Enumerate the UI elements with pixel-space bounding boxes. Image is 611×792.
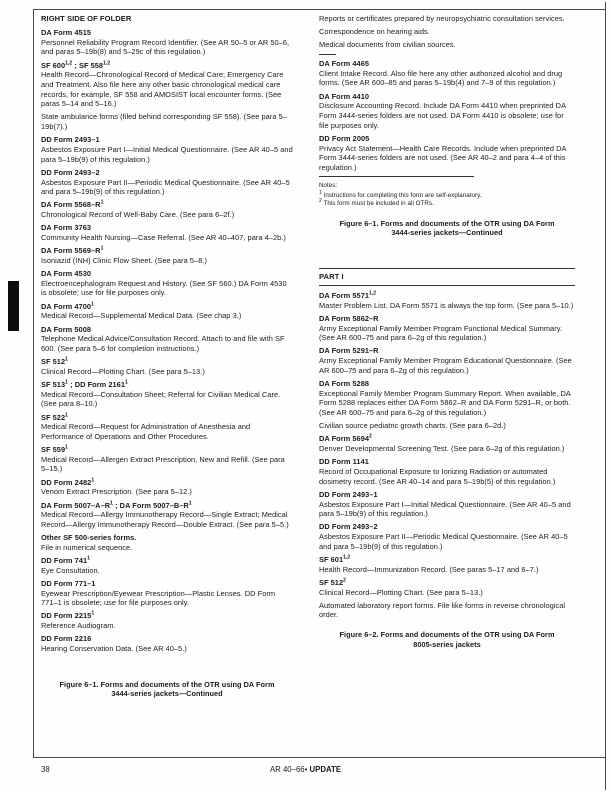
form-entry (41, 200, 293, 219)
form-entry-title: DA Form 5862–R (319, 313, 379, 323)
form-entry-title: DA Form 4700$^1$ (41, 301, 94, 311)
form-entry (41, 579, 293, 608)
form-entry (319, 434, 575, 453)
form-entry (41, 478, 293, 497)
form-entry-title: SF 601$^{1,2}$ (319, 554, 351, 564)
form-entry-title: DA Form $5569-R^1$ (41, 245, 104, 256)
part-1-header: PART I (319, 272, 344, 282)
form-entry (319, 134, 575, 173)
notes-block (319, 182, 575, 209)
form-entry (319, 421, 575, 431)
note-item: $^2$ This form must be included in all OTRs. (319, 198, 434, 208)
form-entry (319, 555, 575, 574)
form-entry (319, 314, 575, 343)
form-entry-title: DD Form 2493–1 (319, 489, 378, 499)
form-entry (41, 357, 293, 376)
form-entry-title: DD Form 1141 (319, 457, 369, 467)
form-entry-body: Disclosure Accounting Record. Include DA Form 4410 when preprinted DA Form 3444-series folders are not used. DA Form 4410 is obsolete; use for file purposes only. (319, 101, 566, 130)
form-entry-body: Telephone Medical Advice/Consultation Record. Attach to and file with SF 600. (See para 5–6 for completion instructions.) (41, 334, 285, 353)
note-item: $^1$ Instructions for completing this form are self-explanatory. (319, 189, 482, 199)
form-entry-title: DD Form 2005 (319, 133, 370, 143)
notes-label: Notes: (319, 182, 338, 190)
form-entry (41, 61, 293, 109)
form-entry-body: Clinical Record—Plotting Chart. (See para 5–13.) (41, 366, 205, 376)
form-entry-body: Venom Extract Prescription. (See para 5–12.) (41, 487, 192, 497)
page-border-left (33, 9, 34, 758)
form-entry-body: Privacy Act Statement—Health Care Records. Include when preprinted DA Form 3444-series folders are not used. (See AR 40–2 and para 4–4 of this regulation.) (319, 143, 567, 172)
form-entry (319, 522, 575, 551)
form-entry-title: DD Form 2482$^1$ (41, 477, 95, 487)
form-entry-body: Medical Record—Allergen Extract Prescription, New and Refill. (See para 5–15.) (41, 454, 285, 474)
form-entry (41, 325, 293, 354)
form-entry (41, 413, 293, 442)
form-entry-title: DD Form 771–1 (41, 578, 96, 588)
figure-6-1-caption-left: Figure 6–1. Forms and documents of the OTR using DA Form 3444-series jackets—Continued (59, 679, 275, 699)
form-entry-title: SF $512^1$ (41, 356, 68, 367)
form-entry-body: Hearing Conservation Data. (See AR 40–5.) (41, 643, 187, 653)
form-entry (41, 302, 293, 321)
form-entry (41, 533, 293, 552)
form-entry (319, 490, 575, 519)
form-entry (41, 269, 293, 298)
right-column (319, 14, 575, 649)
part-1-rule-bottom (319, 285, 575, 286)
form-entry-title: DD Form 2493–1 (41, 135, 100, 145)
form-entry-body: Exceptional Family Member Program Summary Report. When available, DA Form 5288 replaces either DA Form 5862–R and DA Form 5291–R, or both. (See AR 600–75 and para 6–2g of this regulation.) (319, 388, 571, 418)
part-1-section (319, 268, 575, 620)
form-entry-body: Army Exceptional Family Member Program Functional Medical Summary. (See AR 600–75 and para 6–2g of this regulation.) (319, 323, 563, 343)
form-entry-body: File in numerical sequence. (41, 542, 133, 552)
form-entry-title: DD Form 2493–2 (41, 167, 100, 177)
form-entry (319, 40, 575, 50)
form-entry-title: DA Form 5008 (41, 324, 92, 334)
form-entry-title: DD Form $741^1$ (41, 555, 90, 565)
form-entry-title: DA Form 4530 (41, 269, 92, 279)
right-column-top-entries (319, 14, 575, 177)
form-entry-body: Health Record—Immunization Record. (See paras 5–17 and 6–7.) (319, 564, 539, 574)
left-column-entries (41, 28, 293, 654)
page-footer (0, 765, 611, 779)
figure-6-2-caption: Figure 6–2. Forms and documents of the OTR using DA Form 8005-series jackets (339, 630, 555, 649)
form-entry-body: Master Problem List. DA Form 5571 is always the top form. (See para 5–10.) (319, 300, 574, 310)
form-entry (41, 112, 293, 131)
form-entry-body: Denver Developmental Screening Test. (See para 6–2g of this regulation.) (319, 444, 565, 454)
part-1-entries (319, 291, 575, 620)
form-entry-title: SF $513^1$ ; DD Form 2161$^1$ (41, 379, 128, 389)
form-entry (41, 28, 293, 57)
form-entry-title: DA Form 5288 (319, 378, 370, 388)
form-entry (41, 168, 293, 197)
form-entry (41, 246, 293, 265)
form-entry-title: DD Form 2216 (41, 634, 92, 644)
form-entry (41, 445, 293, 474)
form-entry-title: DA Form 5571$^{1,2}$ (319, 290, 377, 300)
form-entry-body: Asbestos Exposure Part I—Initial Medical Questionnaire. (See AR 40–5 and para 5–19b(9) of this regulation.) (41, 145, 293, 164)
footer-publication-bold: UPDATE (307, 765, 342, 774)
left-column-header: RIGHT SIDE OF FOLDER (41, 14, 132, 23)
form-entry-body: Automated laboratory report forms. File like forms in reverse chronological order. (319, 600, 566, 620)
form-entry-body: Medical Record—Consultation Sheet; Referral for Civilian Medical Care. (See para 8–10.) (41, 389, 281, 409)
form-entry-title: DA Form $5007-A-R^1$ ; DA Form $5007-B-R^1$ (41, 500, 192, 510)
form-entry-body: Correspondence on hearing aids. (319, 27, 430, 37)
form-entry (319, 578, 575, 597)
page-border-right (605, 2, 606, 790)
form-entry (319, 27, 575, 37)
form-entry-title: DD Form 2493–2 (319, 522, 378, 532)
form-entry-title: DA Form 4515 (41, 27, 92, 37)
form-entry-body: Reference Audiogram. (41, 621, 116, 631)
form-entry-title: SF 600$^{1,2}$ ; SF 558$^{1,2}$ (41, 60, 111, 70)
form-entry (41, 556, 293, 575)
form-entry-body: Asbestos Exposure Part II—Periodic Medical Questionnaire. (See AR 40–5 and para 5–19b(9) of this regulation.) (319, 532, 568, 551)
rule-dash (319, 54, 336, 55)
form-entry-title: DD Form 2215$^1$ (41, 610, 95, 621)
form-entry-title: DA Form 3763 (41, 223, 92, 233)
change-bar (8, 281, 19, 331)
form-entry-body: Isoniazid (INH) Clinic Flow Sheet. (See para 5–8.) (41, 255, 207, 265)
page-border-bottom (33, 757, 606, 758)
form-entry-body: Reports or certificates prepared by neuropsychiatric consultation services. (319, 14, 565, 23)
form-entry-title: SF $522^1$ (41, 412, 68, 422)
form-entry-body: Army Exceptional Family Member Program Educational Questionnaire. (See AR 600–75 and para 6–2g of this regulation.) (319, 356, 572, 375)
form-entry (319, 601, 575, 620)
form-entry-body: Clinical Record—Plotting Chart. (See para 5–13.) (319, 587, 483, 597)
form-entry (41, 223, 293, 242)
form-entry-body: State ambulance forms (filed behind corresponding SF 558). (See para 5–19b(7).) (41, 112, 287, 132)
form-entry (41, 634, 293, 653)
form-entry (41, 380, 293, 409)
form-entry (41, 501, 293, 530)
form-entry-body: Chronological Record of Well-Baby Care. (See para 6–2f.) (41, 210, 235, 220)
form-entry-title: SF $559^1$ (41, 444, 68, 455)
form-entry-body: Civilian source pediatric growth charts. (See para 6–2d.) (319, 421, 506, 431)
form-entry-body: Eye Consultation. (41, 565, 100, 575)
form-entry (319, 457, 575, 486)
notes-items (319, 189, 575, 209)
form-entry (319, 346, 575, 375)
form-entry (319, 14, 575, 24)
form-entry-title: DA Form 4465 (319, 59, 370, 69)
form-entry-body: Client Intake Record. Also file here any other authorized alcohol and drug forms. (See AR 600–85 and paras 5–19b(4) and 7–9 of this regulation.) (319, 68, 563, 88)
form-entry-body: Record of Occupational Exposure to Ionizing Radiation or automated dosimetry record. (See AR 40–14 and para 5–19b(5) of this regulation.) (319, 466, 556, 486)
footer-publication-regular: AR 40–66• (269, 765, 308, 774)
form-entry-title: Other SF 500-series forms. (41, 533, 137, 543)
left-column (41, 14, 293, 699)
form-entry-title: SF $512^2$ (319, 577, 346, 587)
footer-publication-id (0, 765, 611, 774)
form-entry (319, 59, 575, 88)
form-entry-body: Asbestos Exposure Part II—Periodic Medical Questionnaire. (See AR 40–5 and para 5–19b(9) of this regulation.) (41, 177, 290, 197)
form-entry-body: Medical documents from civilian sources. (319, 40, 456, 50)
form-entry (319, 291, 575, 310)
page-border-top (33, 9, 606, 10)
figure-6-1-caption-right: Figure 6–1. Forms and documents of the OTR using DA Form 3444-series jackets—Continued (339, 218, 555, 238)
form-entry (319, 92, 575, 131)
footer-page-number: 38 (41, 765, 50, 774)
form-entry (319, 379, 575, 418)
form-entry-title: DA Form 5291–R (319, 346, 379, 356)
form-entry (41, 135, 293, 164)
form-entry-body: Medical Record—Request for Administration of Anesthesia and Performance of Operations and Other Procedures. (41, 422, 251, 441)
form-entry-body: Community Health Nursing—Case Referral. (See AR 40–407, para 4–2b.) (41, 233, 286, 242)
form-entry-body: Electroencephalogram Request and History. (See SF 560.) DA Form 4530 is obsolete; use for file purposes only. (41, 278, 287, 298)
form-entry-body: Medical Record—Supplemental Medical Data. (See chap 3.) (41, 311, 242, 321)
form-entry-title: DA Form 5694$^2$ (319, 433, 372, 444)
form-entry (41, 611, 293, 630)
form-entry-body: Asbestos Exposure Part I—Initial Medical Questionnaire. (See AR 40–5 and para 5–19b(9) of this regulation.) (319, 499, 571, 519)
form-entry-title: DA Form 4410 (319, 91, 370, 101)
form-entry-body: Health Record—Chronological Record of Medical Care; Emergency Care and Treatment. Also file here any other basic chronological medical care records, for example, SF 558 and AMOSIST local encounter forms. (See paras 5–14 and 5–16.) (41, 70, 284, 109)
rule-underline (319, 176, 474, 177)
form-entry-body: Personnel Reliability Program Record Identifier. (See AR 50–5 or AR 50–6, and paras 5–19b(8) and 5–29c of this regulation.) (41, 37, 290, 57)
form-entry-body: Eyewear Prescription/Eyewear Prescription—Plastic Lenses. DD Form 771–1 is obsolete; use for file purposes only. (41, 588, 276, 608)
form-entry-body: Medical Record—Allergy Immunotherapy Record—Single Extract; Medical Record—Allergy Immunotherapy Record—Double Extract. (See para 5–5.) (41, 510, 289, 529)
form-entry-title: DA Form $5568-R^1$ (41, 199, 104, 210)
